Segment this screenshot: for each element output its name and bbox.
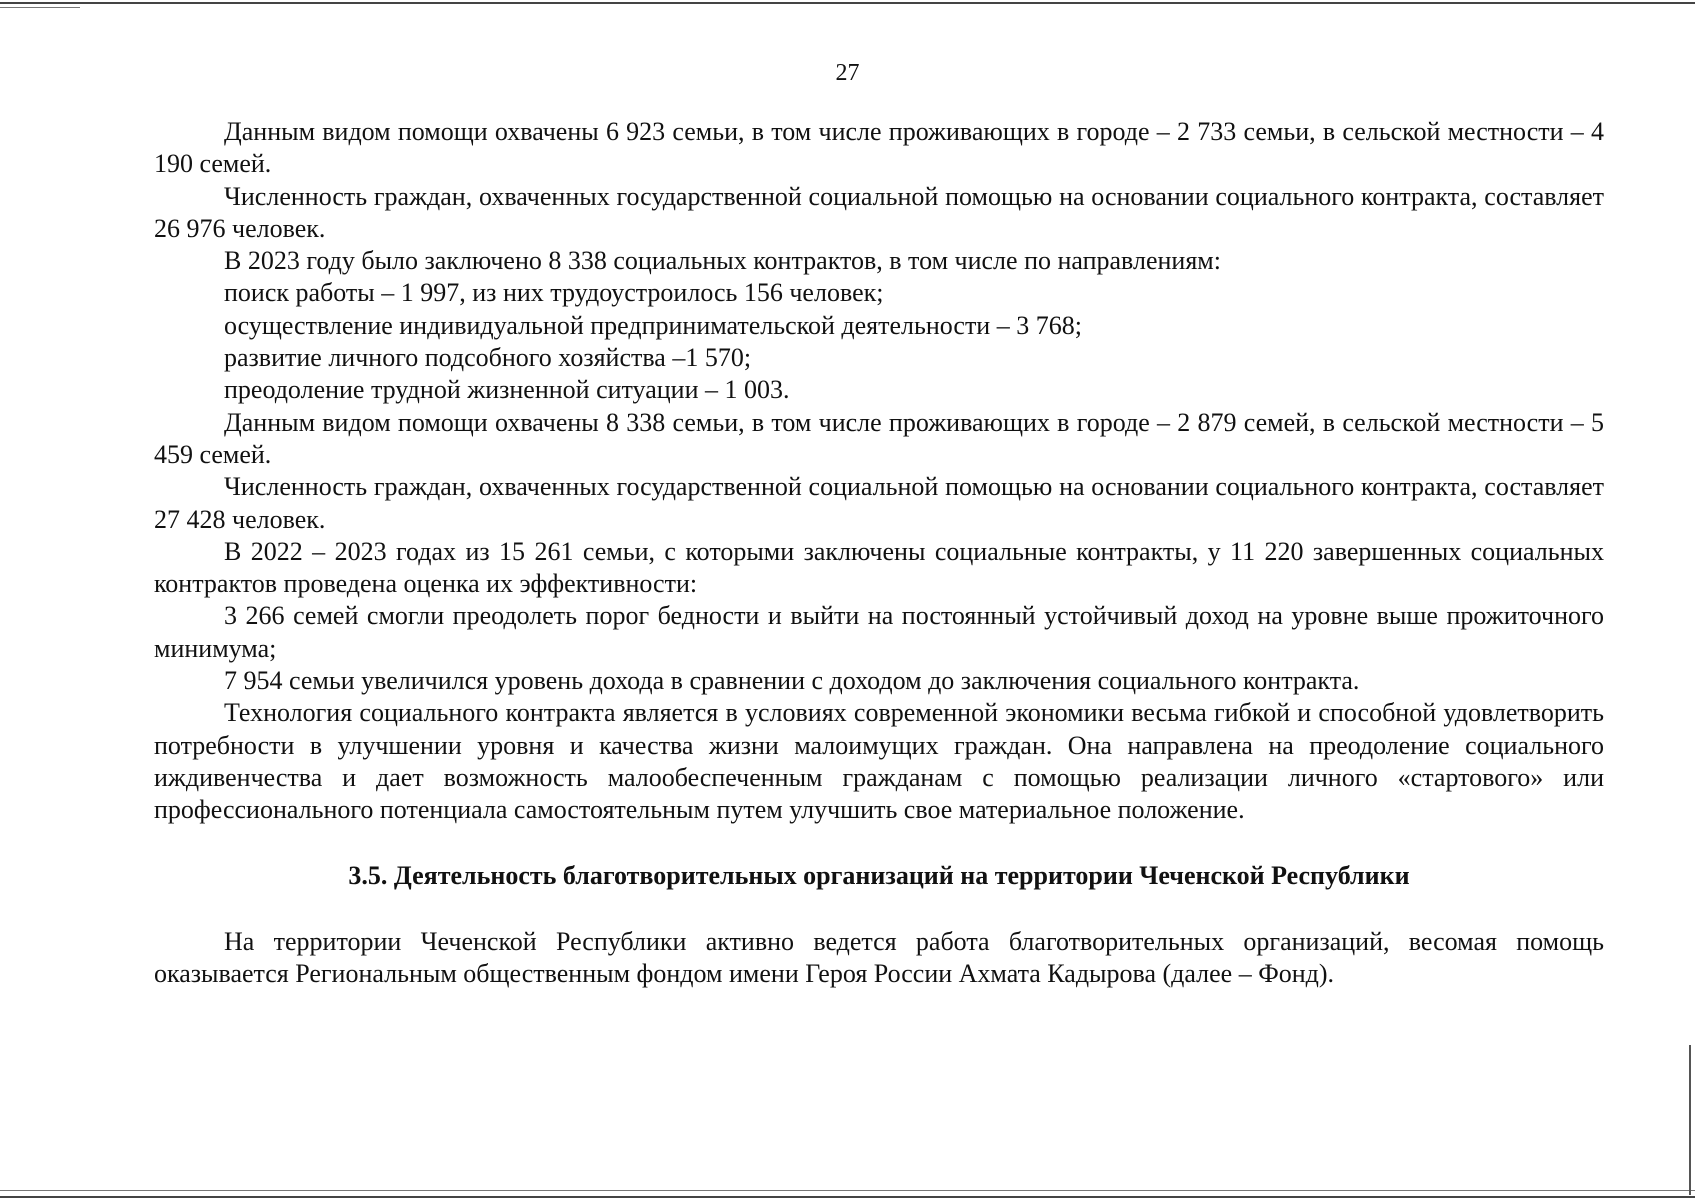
page-number: 27 [835,60,860,86]
paragraph: На территории Чеченской Республики активно ведется работа благотворительных организаций, весомая помощь оказывается Региональным общественным фондом имени Героя России Ахмата Кадырова (далее – Фонд). [154,926,1604,988]
paragraph: В 2022 – 2023 годах из 15 261 семьи, с которыми заключены социальные контракты, у 11 220 завершенных социальных контрактов проведена оценка их эффективности: [154,536,1604,599]
section-heading: 3.5. Деятельность благотворительных организаций на территории Чеченской Республики [348,860,1410,890]
list-item: преодоление трудной жизненной ситуации – 1 003. [224,375,790,405]
paragraph: Численность граждан, охваченных государственной социальной помощью на основании социального контракта, составляет 26 976 человек. [154,181,1604,243]
scan-edge-right [1689,1045,1691,1195]
paragraph: Данным видом помощи охвачены 8 338 семьи, в том числе проживающих в городе – 2 879 семей, в сельской местности – 5 459 семей. [154,407,1604,469]
list-item: поиск работы – 1 997, из них трудоустроилось 156 человек; [224,278,884,308]
list-item: осуществление индивидуальной предпринимательской деятельности – 3 768; [224,310,1082,340]
paragraph: Численность граждан, охваченных государственной социальной помощью на основании социального контракта, составляет 27 428 человек. [154,472,1604,534]
list-item: 3 266 семей смогли преодолеть порог бедности и выйти на постоянный устойчивый доход на уровне выше прожиточного минимума; [154,601,1604,663]
paragraph: Технология социального контракта является в условиях современной экономики весьма гибкой и способной удовлетворить потребности в улучшении уровня и качества жизни малоимущих граждан. Она направлена на преодоление социального иждивенчества и дает возможность малообеспеченным гражданам с помощью реализации личного «стартового» или профессионального потенциала самостоятельным путем улучшить свое материальное положение. [154,698,1604,825]
paragraph: В 2023 году было заключено 8 338 социальных контрактов, в том числе по направлениям: [224,246,1221,276]
paragraph: Данным видом помощи охвачены 6 923 семьи, в том числе проживающих в городе – 2 733 семьи, в сельской местности – 4 190 семей. [154,117,1604,179]
document-body [154,116,1604,990]
scan-edge-bottom-inner [0,1190,1695,1191]
scan-edge-top [0,2,1695,4]
list-item: 7 954 семьи увеличился уровень дохода в сравнении с доходом до заключения социального контракта. [224,666,1360,696]
scan-edge-bottom [0,1196,1695,1198]
scan-edge-top-left [0,7,80,8]
list-item: развитие личного подсобного хозяйства –1 570; [224,343,752,373]
